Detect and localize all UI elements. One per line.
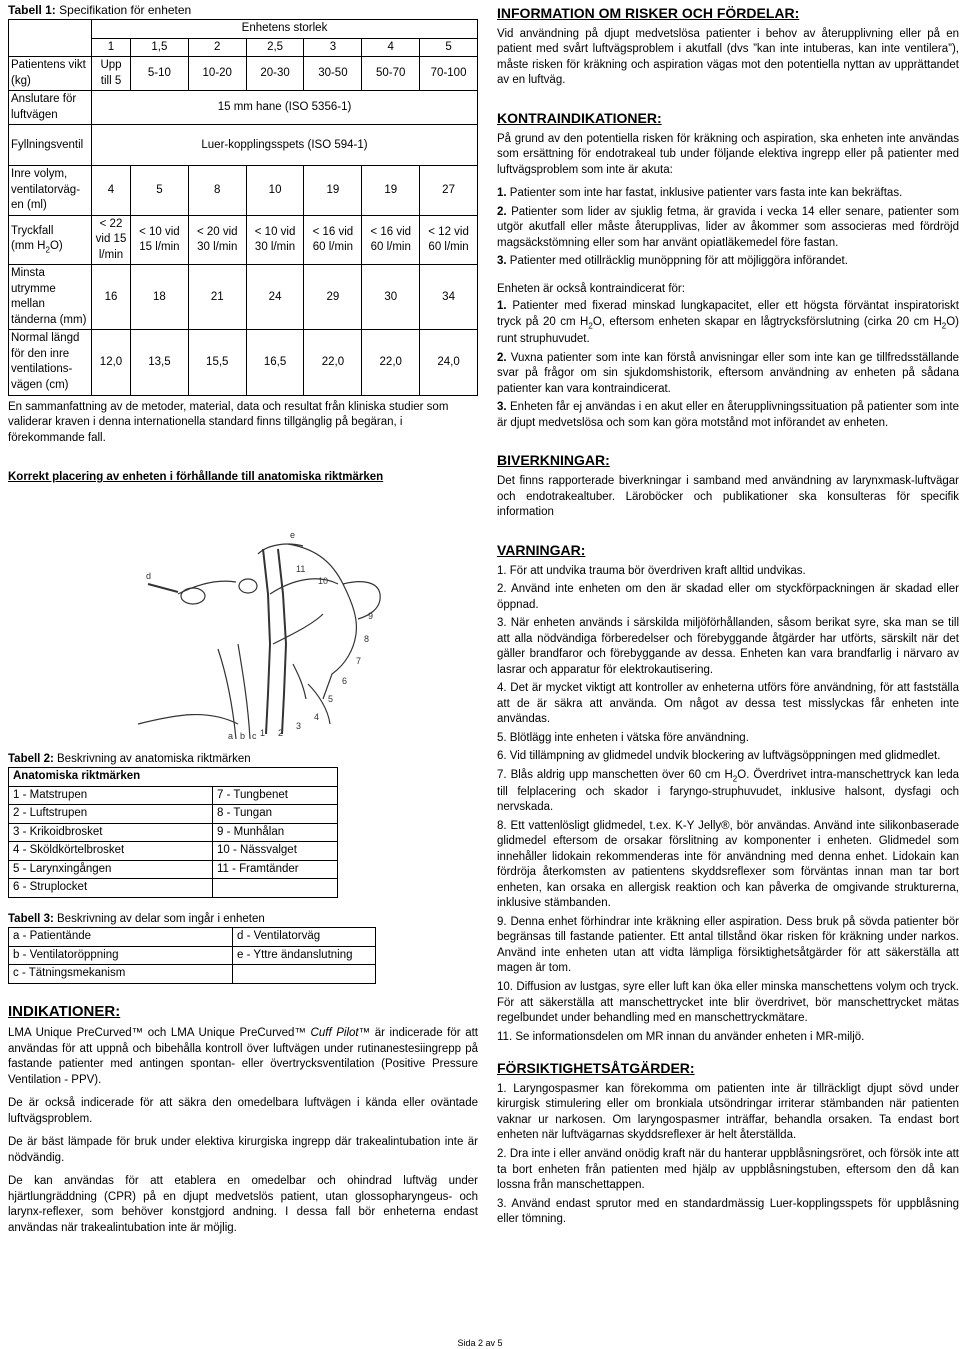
label-9: 9 — [368, 610, 374, 621]
indications-p4: De kan användas för att etablera en omedelbar och ohindrad luftväg under hjärtlungräddning (CPR) på en djupt medvetslös patient, utan glossopharyngeus- och larynx-reflexer, som behöver konstgjord andning. I dessa fall bör enheterna endast användas när trakealintubation inte är möjlig. — [8, 1175, 478, 1234]
table-row: a - Patientände d - Ventilatorväg — [9, 928, 376, 947]
indications-heading: INDIKATIONER: — [8, 1002, 121, 1020]
side-effects-text: Det finns rapporterade biverkningar i samband med användning av larynxmask-luftvägar och endotrakealtuber. Läroböcker och publikationer ska konsulteras för specifik information — [497, 475, 959, 519]
risks-text: Vid användning på djupt medvetslösa patienter i behov av återupplivning eller på en patient med svårt luftvägsproblem i akutfall (dvs ”kan inte intuberas, kan inte ventilera”), måste risken för kräkning och aspiration vägas mot den potentiella nyttan av upprättandet av en luftväg. — [497, 27, 959, 87]
landmarks-table: Anatomiska riktmärken 1 - Matstrupen 7 - Tungbenet 2 - Luftstrupen 8 - Tungan 3 - Krikoidbrosket 9 - Munhålan 4 - Sköldkörtelbrosket 10 - Nässvalget 5 - Larynxingången 11 - Framtänder 6 - Struplocket — [8, 767, 338, 898]
table-row: 6 - Struplocket — [9, 879, 338, 898]
table3-caption: Tabell 3: Beskrivning av delar som ingår i enheten — [8, 912, 265, 925]
label-b: b — [240, 730, 246, 741]
label-5: 5 — [328, 693, 334, 704]
precautions-heading: FÖRSIKTIGHETSÅTGÄRDER: — [497, 1060, 695, 1077]
list-item: 2. Använd inte enheten om den är skadad eller om styckförpackningen är skadad eller öppnad. — [497, 583, 959, 611]
pressure-row: Tryckfall (mm $H_2O$) < 22 vid 15 l/min < 10 vid 15 l/min < 20 vid 30 l/min < 10 vid 30 l/min < 16 vid 60 l/min < 16 vid 60 l/min < 12 vid 60 l/min — [9, 215, 478, 265]
label-d: d — [146, 570, 152, 581]
valve-row: Fyllningsventil Luer-kopplingsspets (ISO 594-1) — [9, 125, 478, 166]
warnings-heading: VARNINGAR: — [497, 541, 586, 558]
anatomy-drawing — [118, 524, 418, 742]
right-column — [497, 4, 959, 1236]
table-row: 1 - Matstrupen 7 - Tungbenet — [9, 786, 338, 805]
placement-heading: Korrekt placering av enheten i förhållande till anatomiska riktmärken — [8, 471, 384, 484]
contra-list — [497, 186, 959, 270]
list-item: 1. Patienter med fixerad minskad lungkapacitet, eller ett högsta förväntat inspiratoriskt tryck på 20 cm $H_2O$, eftersom enheten skapar en lågtrycksförslutning (cirka 20 cm $H_2O$) runt struphuvudet. — [497, 300, 959, 346]
contra-list-2 — [497, 299, 959, 431]
left-column — [8, 0, 478, 1244]
gap-row: Minsta utrymme mellan tänderna (mm) 16 18 21 24 29 30 34 — [9, 265, 478, 330]
list-item: 2. Dra inte i eller använd onödig kraft när du hanterar uppblåsningsröret, och försök inte att ta bort enheten från patienten med hjälp av uppblåsningstuben, eftersom den då kan lossna från manschettappen. — [497, 1148, 959, 1192]
connector-row: Anslutare för luftvägen 15 mm hane (ISO 5356-1) — [9, 91, 478, 125]
list-item: 11. Se informationsdelen om MR innan du använder enheten i MR-miljö. — [497, 1030, 865, 1043]
size-row: 1 1,5 2 2,5 3 4 5 — [9, 38, 478, 57]
label-2: 2 — [278, 727, 284, 738]
list-item: 1. Laryngospasmer kan förekomma om patienten inte är tillräckligt djupt sövd under kirurgisk stimulering eller om bronkiala utsöndringar irriterar stämbanden när patienten vaknar ur narkosen. Om laryngospasmer inträffar, behandla orsaken. Ta endast bort enheten när luftvägarnas skyddsreflexer är helt återställda. — [497, 1082, 959, 1142]
list-item: 2. Patienter som lider av sjuklig fetma, är gravida i vecka 14 eller senare, patienter som utgör akutfall eller måste återupplivas, lider av åkommer som associeras med fördröjd magsäckstömning eller som har använt opiatläkemedel före fastan. — [497, 205, 959, 249]
list-item: 3. Patienter med otillräcklig munöppning för att möjliggöra införandet. — [497, 255, 848, 268]
indications-p2: De är också indicerade för att säkra den omedelbara luftvägen i kända eller oväntade luftvägsproblem. — [8, 1097, 478, 1125]
table-row: c - Tätningsmekanism — [9, 965, 376, 984]
weight-row: Patientens vikt (kg) Upp till 5 5-10 10-20 20-30 30-50 50-70 70-100 — [9, 57, 478, 91]
table-row: 5 - Larynxingången 11 - Framtänder — [9, 860, 338, 879]
table2-caption: Tabell 2: Beskrivning av anatomiska riktmärken — [8, 752, 251, 765]
label-1: 1 — [260, 727, 266, 738]
list-item: 1. Patienter som inte har fastat, inklusive patienter vars fasta inte kan bekräftas. — [497, 187, 903, 200]
label-7: 7 — [356, 655, 362, 666]
table-row: b - Ventilatoröppning e - Yttre ändanslutning — [9, 946, 376, 965]
side-effects-heading: BIVERKNINGAR: — [497, 452, 610, 469]
summary-text: En sammanfattning av de metoder, material, data och resultat från kliniska studier som validerar kraven i denna internationella standard finns tillgänglig på begäran, i förekommande fall. — [8, 400, 449, 444]
label-10: 10 — [318, 575, 329, 586]
warnings-list — [497, 564, 959, 1046]
contra-intro: På grund av den potentiella risken för kräkning och aspiration, ska enheten inte användas som ersättning för endotrakeal tub under följande elektiva ingrepp eller på patienter med luftvägsproblem som inte är akuta: — [497, 132, 959, 176]
indications-p3: De är bäst lämpade för bruk under elektiva kirurgiska ingrepp där trakealintubation inte är nödvändig. — [8, 1136, 478, 1164]
label-6: 6 — [342, 675, 348, 686]
table-row: 4 - Sköldkörtelbrosket 10 - Nässvalget — [9, 842, 338, 861]
list-item: 2. Vuxna patienter som inte kan förstå anvisningar eller som inte kan ge tillfredsställande svar på frågor om sin sjukdomshistorik, eftersom användning av enheten på sådana patienter kan vara kontraindicerat. — [497, 351, 959, 395]
list-item: 3. När enheten används i särskilda miljöförhållanden, såsom berikat syre, ska man se till att alla nödvändiga förberedelser och förebyggande åtgärder har utförts, särskilt när det gäller brandfaror och förebyggande av dessa. Enheten kan vara brandfarlig i närvaro av lasrar och apparatur för elektrokautisering. — [497, 617, 959, 676]
list-item: 5. Blötlägg inte enheten i vätska före användning. — [497, 731, 749, 744]
size-header: Enhetens storlek — [92, 20, 478, 39]
label-c: c — [252, 730, 257, 741]
table-row: 2 - Luftstrupen 8 - Tungan — [9, 805, 338, 824]
list-item: 6. Vid tillämpning av glidmedel undvik blockering av luftvägsöppningen med glidmedlet. — [497, 750, 941, 763]
length-row: Normal längd för den inre ventilations-vägen (cm) 12,0 13,5 15,5 16,5 22,0 22,0 24,0 — [9, 330, 478, 395]
list-item: 1. För att undvika trauma bör överdriven kraft alltid undvikas. — [497, 564, 806, 577]
list-item: 4. Det är mycket viktigt att kontroller av enheterna utförs före användning, för att fastställa att de är säkra att använda. Om något av dessa test misslyckas får enheten inte användas. — [497, 682, 959, 726]
page-footer: Sida 2 av 5 — [457, 1338, 503, 1348]
label-e: e — [290, 529, 296, 540]
label-11: 11 — [296, 563, 306, 574]
indications-p1: LMA Unique PreCurved™ och LMA Unique PreCurved™ Cuff Pilot™ är indicerade för att användas för att uppnå och bibehålla kontroll över luftvägen under rutinanestesiingrepp på fastande patienter med antingen spontan- eller övertrycksventilation (Positive Pressure Ventilation - PPV). — [8, 1027, 478, 1086]
table-row: 3 - Krikoidbrosket 9 - Munhålan — [9, 823, 338, 842]
volume-row: Inre volym, ventilatorväg-en (ml) 4 5 8 10 19 19 27 — [9, 166, 478, 216]
label-8: 8 — [364, 633, 370, 644]
label-4: 4 — [314, 711, 320, 722]
contra-heading: KONTRAINDIKATIONER: — [497, 109, 662, 126]
contra-intro2: Enheten är också kontraindicerat för: — [497, 282, 685, 295]
list-item: 3. Enheten får ej användas i en akut eller en återupplivningssituation på patienter som inte är djupt medvetslösa och som kan göra motstånd mot införandet av enheten. — [497, 401, 960, 429]
label-a: a — [228, 730, 234, 741]
risks-heading: INFORMATION OM RISKER OCH FÖRDELAR: — [497, 5, 800, 21]
precautions-list — [497, 1082, 959, 1228]
label-3: 3 — [296, 720, 302, 731]
parts-table — [8, 927, 376, 984]
list-item: 3. Använd endast sprutor med en standardmässig Luer-kopplingsspets för uppblåsning eller tömning. — [497, 1197, 959, 1226]
list-item: 8. Ett vattenlösligt glidmedel, t.ex. K-Y Jelly®, bör användas. Använd inte silikonbaserade glidmedel eftersom de orsakar förslitning av komponenter i enheten. Glidmedel som innehåller lidokain rekommenderas inte för användning med denna enhet. Lidokain kan fördröja återkomsten av patientens skyddsreflexer som förväntas innan man tar bort enheten, kan orsaka en allergisk reaktion och kan påverka de omgivande strukturerna, inklusive stämbanden. — [497, 819, 959, 910]
anatomy-diagram — [118, 524, 418, 742]
list-item: 9. Denna enhet förhindrar inte kräkning eller aspiration. Dess bruk på sövda patienter bör begränsas till fastande patienter. Ett antal tillstånd ökar risken för kräkning under narkos. Använd inte enheten utan att vidta lämpliga försiktighetsåtgärder för att säkerställa att magen är tom. — [497, 915, 959, 975]
table1-caption: Tabell 1: Specifikation för enheten — [8, 3, 192, 17]
spec-table — [8, 19, 478, 395]
list-item: 10. Diffusion av lustgas, syre eller luft kan öka eller minska manschettens volym och tryck. För att säkerställa att manschettrycket inte blir överdrivet, bör manschettrycket mätas regelbundet under behandling med en manschettryckmätare. — [497, 980, 959, 1025]
list-item: 7. Blås aldrig upp manschetten över 60 cm $H_2O$. Överdrivet intra-manschettryck kan leda till felplacering och skador i faryngo-struphuvudet, inklusive halsont, dysfagi och nervskada. — [497, 768, 959, 814]
